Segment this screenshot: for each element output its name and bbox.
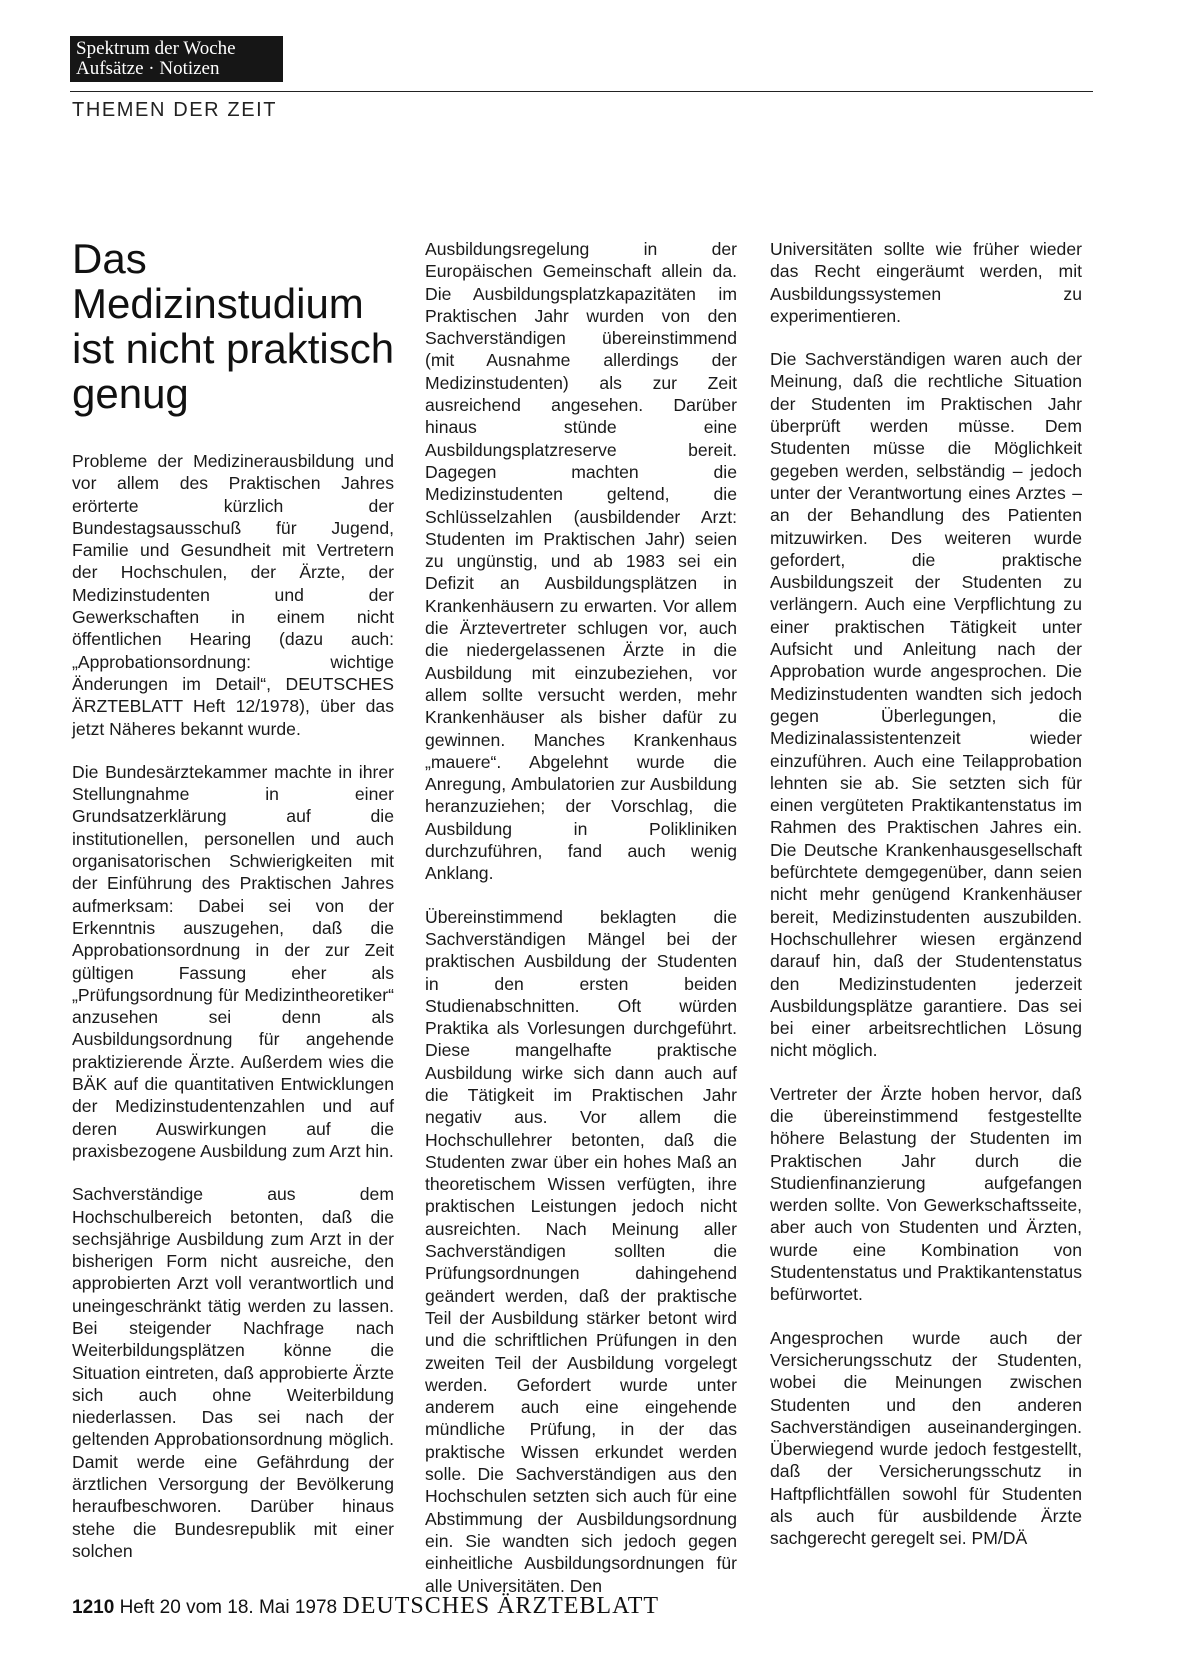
paragraph: Vertreter der Ärzte hoben hervor, daß die übereinstimmend festgestellte höhere Belastung der Studenten im Praktischen Jahr durch die Studienfinanzierung aufgefangen werden sollte. Von Gewerkschaftsseite, aber auch von Studenten und Ärzten, wurde eine Kombination von Studentenstatus und Praktikantenstatus befürwortet. xyxy=(770,1083,1082,1305)
text-column-2 xyxy=(425,238,737,1618)
text-column-1 xyxy=(72,450,394,1583)
paragraph: Sachverständige aus dem Hochschulbereich betonten, daß die sechsjährige Ausbildung zum Arzt in der bisherigen Form nicht ausreiche, den approbierten Arzt voll verantwortlich und uneingeschränkt tätig werden zu lassen. Bei steigender Nachfrage nach Weiterbildungsplätzen könne die Situation eintreten, daß approbierte Ärzte sich auch ohne Weiterbildung niederlassen. Das sei nach der geltenden Approbationsordnung möglich. Damit werde eine Gefährdung der ärztlichen Versorgung der Bevölkerung heraufbeschworen. Darüber hinaus stehe die Bundesrepublik mit einer solchen xyxy=(72,1184,394,1561)
paragraph: Die Sachverständigen waren auch der Meinung, daß die rechtliche Situation der Studenten im Praktischen Jahr überprüft werden müsse. Dem Studenten müsse die Möglichkeit gegeben werden, selbständig – jedoch unter der Verantwortung eines Arztes – an der Behandlung des Patienten mitzuwirken. Des weiteren wurde gefordert, die praktische Ausbildungszeit der Studenten zu verlängern. Auch eine Verpflichtung zu einer praktischen Tätigkeit unter Aufsicht und Anleitung nach der Approbation wurde angesprochen. Die Medizinstudenten wandten sich jedoch gegen Überlegungen, die Medizinalassistentenzeit wieder einzuführen. Auch eine Teilapprobation lehnten sie ab. Sie setzten sich für einen vergüteten Praktikantenstatus im Rahmen des Praktischen Jahres ein. Die Deutsche Krankenhausgesellschaft befürchtete demgegenüber, dann seien nicht mehr genügend Krankenhäuser bereit, Medizinstudenten auszubilden. Hochschullehrer wiesen ergänzend darauf hin, daß der Studentenstatus den Medizinstudenten jederzeit Ausbildungsplätze garantiere. Das sei bei einer arbeitsrechtlichen Lösung nicht möglich. xyxy=(770,349,1082,1061)
paragraph: Probleme der Medizinerausbildung und vor allem des Praktischen Jahres erörterte kürzlich der Bundestagsausschuß für Jugend, Familie und Gesundheit mit Vertretern der Hochschulen, der Ärzte, der Medizinstudenten und der Gewerkschaften in einem nicht öffentlichen Hearing (dazu auch: „Approbationsordnung: wichtige Änderungen im Detail“, DEUTSCHES ÄRZTEBLATT Heft 12/1978), über das jetzt Näheres bekannt wurde. xyxy=(72,451,394,739)
paragraph: Ausbildungsregelung in der Europäischen Gemeinschaft allein da. Die Ausbildungsplatzkapazitäten im Praktischen Jahr wurden von den Sachverständigen übereinstimmend (mit Ausnahme allerdings der Medizinstudenten) als zur Zeit ausreichend angesehen. Darüber hinaus stünde eine Ausbildungsplatzreserve bereit. Dagegen machten die Medizinstudenten geltend, die Schlüsselzahlen (ausbildender Arzt: Studenten im Praktischen Jahr) seien zu ungünstig, und ab 1983 sei ein Defizit an Ausbildungsplätzen in Krankenhäusern zu erwarten. Vor allem die Ärztevertreter schlugen vor, auch die niedergelassenen Ärzte in die Ausbildung mit einzubeziehen, vor allem sollte versucht werden, mehr Krankenhäuser als bisher dafür zu gewinnen. Manches Krankenhaus „mauere“. Abgelehnt wurde die Anregung, Ambulatorien zur Ausbildung heranzuziehen; der Vorschlag, die Ausbildung in Polikliniken durchzuführen, fand auch wenig Anklang. xyxy=(425,239,737,884)
section-label: THEMEN DER ZEIT xyxy=(72,99,278,121)
section-rubric xyxy=(70,36,283,82)
issue-info: Heft 20 vom 18. Mai 1978 xyxy=(119,1597,338,1618)
rubric-line-1: Spektrum der Woche xyxy=(76,38,236,59)
paragraph: Angesprochen wurde auch der Versicherungsschutz der Studenten, wobei die Meinungen zwischen Studenten und den anderen Sachverständigen auseinandergingen. Überwiegend wurde jedoch festgestellt, daß der Versicherungsschutz in Haftpflichtfällen sowohl für Studenten als auch für ausbildende Ärzte sachgerecht geregelt sei. PM/DÄ xyxy=(770,1327,1082,1549)
paragraph: Übereinstimmend beklagten die Sachverständigen Mängel bei der praktischen Ausbildung der Studenten in den ersten beiden Studienabschnitten. Oft würden Praktika als Vorlesungen durchgeführt. Diese mangelhafte praktische Ausbildung wirke sich dann auch auf die Tätigkeit im Praktischen Jahr negativ aus. Vor allem die Hochschullehrer betonten, daß die Studenten zwar über ein hohes Maß an theoretischem Wissen verfügten, ihre praktischen Leistungen jedoch nicht ausreichten. Nach Meinung aller Sachverständigen sollten die Prüfungsordnungen dahingehend geändert werden, daß der praktische Teil der Ausbildung stärker betont wird und die schriftlichen Prüfungen in den zweiten Teil der Ausbildung vorgelegt werden. Gefordert wurde unter anderem auch eine eingehende mündliche Prüfung, in der das praktische Wissen erkundet werden solle. Die Sachverständigen aus den Hochschulen setzten sich auch für eine Abstimmung der Ausbildungsordnung ein. Sie wandten sich jedoch gegen einheitliche Ausbildungsordnungen für alle Universitäten. Den xyxy=(425,906,737,1596)
page-number: 1210 xyxy=(72,1597,115,1618)
page-footer xyxy=(72,1593,659,1620)
paragraph: Universitäten sollte wie früher wieder das Recht eingeräumt werden, mit Ausbildungssystemen zu experimentieren. xyxy=(770,239,1082,326)
header-rule xyxy=(70,91,1093,92)
paragraph: Die Bundesärztekammer machte in ihrer Stellungnahme in einer Grundsatzerklärung auf die institutionellen, personellen und auch organisatorischen Schwierigkeiten mit der Einführung des Praktischen Jahres aufmerksam: Dabei sei von der Erkenntnis auszugehen, daß die Approbationsordnung in der zur Zeit gültigen Fassung eher als „Prüfungsordnung für Medizintheoretiker“ anzusehen sei denn als Ausbildungsordnung für angehende praktizierende Ärzte. Außerdem wies die BÄK auf die quantitativen Entwicklungen der Medizinstudentenzahlen und auf deren Auswirkungen auf die praxisbezogene Ausbildung zum Arzt hin. xyxy=(72,761,394,1161)
text-column-3 xyxy=(770,238,1082,1571)
article-headline: Das Medizinstudium ist nicht praktisch genug xyxy=(72,235,395,417)
journal-name: DEUTSCHES ÄRZTEBLATT xyxy=(342,1593,660,1619)
rubric-line-2: Aufsätze · Notizen xyxy=(76,58,220,79)
